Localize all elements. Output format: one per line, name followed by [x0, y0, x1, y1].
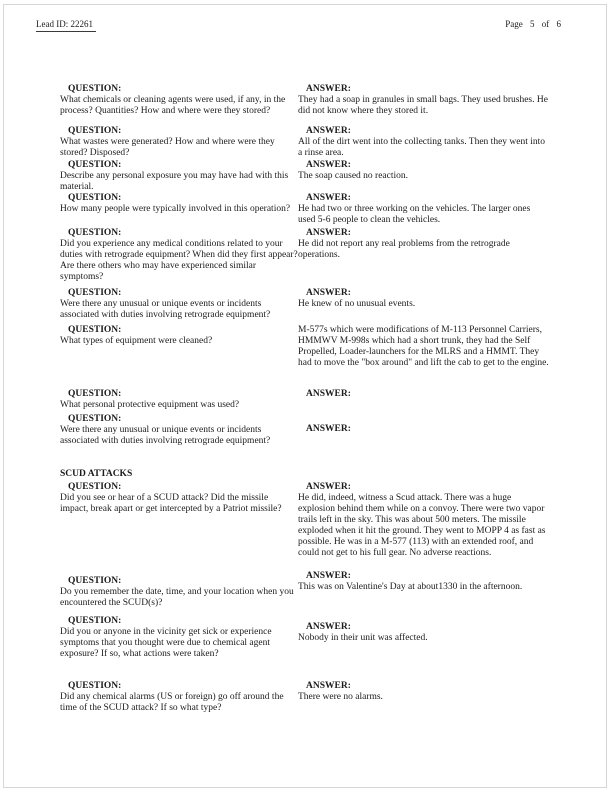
qa-row — [60, 482, 563, 559]
question-label: QUESTION: — [68, 84, 122, 94]
qa-row — [60, 160, 563, 193]
question-text: What wastes were generated? How and where were they stored? Disposed? — [60, 137, 275, 158]
answer-label: ANSWER: — [306, 228, 351, 238]
question-text: Did any chemical alarms (US or foreign) go off around the time of the SCUD attack? If so what type? — [60, 692, 284, 713]
answer-text: Nobody in their unit was affected. — [298, 633, 428, 643]
answer-cell — [298, 571, 550, 593]
question-cell — [60, 325, 298, 347]
section-heading-scud-attacks: SCUD ATTACKS — [60, 469, 133, 479]
question-cell — [60, 126, 298, 159]
qa-row — [60, 414, 563, 447]
answer-label: ANSWER: — [306, 622, 351, 632]
qa-row — [60, 126, 563, 159]
lead-id: Lead ID: 22261 — [36, 19, 96, 32]
answer-text: The soap caused no reaction. — [298, 171, 408, 181]
question-label: QUESTION: — [68, 616, 122, 626]
answer-cell — [298, 126, 550, 159]
answer-text: There were no alarms. — [298, 692, 383, 702]
answer-text: All of the dirt went into the collecting tanks. Then they went into a rinse area. — [298, 137, 546, 158]
question-text: Describe any personal exposure you may have had with this material. — [60, 171, 289, 192]
answer-cell — [298, 616, 550, 644]
answer-text: He did, indeed, witness a Scud attack. There was a huge explosion behind them while on a convoy. There were two vapor trails left in the sky. This was about 500 meters. The missile exploded when it hit the ground. They went to MOPP 4 as fast as possible. He was in a M-577 (113) with an extended roof, and could not get to his full gear. No adverse reactions. — [298, 493, 546, 558]
question-cell — [60, 389, 298, 411]
answer-text: He did not report any real problems from the retrograde operations. — [298, 239, 510, 260]
qa-row — [60, 616, 563, 660]
question-text: Were there any unusual or unique events or incidents associated with duties involving retrograde equipment? — [60, 425, 271, 446]
qa-row — [60, 325, 563, 369]
answer-label: ANSWER: — [306, 389, 351, 399]
question-text: What types of equipment were cleaned? — [60, 336, 213, 346]
question-cell — [60, 616, 298, 660]
question-label: QUESTION: — [68, 389, 122, 399]
answer-label: ANSWER: — [306, 482, 351, 492]
question-text: Do you remember the date, time, and your location when you encountered the SCUD(s)? — [60, 587, 294, 608]
answer-text: He knew of no unusual events. — [298, 299, 416, 309]
question-cell — [60, 414, 298, 447]
answer-text: This was on Valentine's Day at about1330 in the afternoon. — [298, 582, 523, 592]
answer-cell — [298, 228, 550, 261]
question-label: QUESTION: — [68, 193, 122, 203]
answer-cell — [298, 325, 550, 369]
answer-cell — [298, 193, 550, 226]
qa-row — [60, 389, 563, 411]
answer-text: He had two or three working on the vehicles. The larger ones used 5-6 people to clean the vehicles. — [298, 204, 531, 225]
question-label: QUESTION: — [68, 160, 122, 170]
question-cell — [60, 681, 298, 714]
question-label: QUESTION: — [68, 414, 122, 424]
question-text: Were there any unusual or unique events or incidents associated with duties involving retrograde equipment? — [60, 299, 271, 320]
answer-cell — [298, 389, 550, 400]
question-text: What personal protective equipment was used? — [60, 400, 240, 410]
answer-cell — [298, 681, 550, 703]
question-text: Did you or anyone in the vicinity get sick or experience symptoms that you thought were due to chemical agent exposure? If so, what actions were taken? — [60, 627, 272, 659]
answer-label: ANSWER: — [306, 288, 351, 298]
qa-content — [60, 84, 563, 714]
answer-label: ANSWER: — [306, 193, 351, 203]
answer-cell — [298, 160, 550, 182]
question-text: Did you experience any medical conditions related to your duties with retrograde equipment? When did they first appear? Are there others who may have experienced similar symptoms? — [60, 239, 298, 282]
question-cell — [60, 288, 298, 321]
answer-label: ANSWER: — [306, 126, 351, 136]
qa-row — [60, 193, 563, 226]
qa-row — [60, 228, 563, 283]
answer-text: They had a soap in granules in small bags. They used brushes. He did not know where they stored it. — [298, 95, 548, 116]
answer-label: ANSWER: — [306, 84, 351, 94]
answer-label: ANSWER: — [306, 571, 351, 581]
question-label: QUESTION: — [68, 288, 122, 298]
qa-row — [60, 681, 563, 714]
page-header — [36, 19, 561, 32]
question-text: How many people were typically involved in this operation? — [60, 204, 291, 214]
answer-cell — [298, 482, 550, 559]
question-label: QUESTION: — [68, 325, 122, 335]
question-cell — [60, 84, 298, 117]
question-cell — [60, 576, 298, 609]
answer-label: ANSWER: — [306, 424, 351, 434]
qa-row — [60, 84, 563, 117]
answer-text: M-577s which were modifications of M-113 Personnel Carriers, HMMWV M-998s which had a short trunk, they had the Self Propelled, Loader-launchers for the MLRS and a HMMT. They had to move the "box around" and lift the cab to get to the engine. — [298, 325, 549, 368]
question-cell — [60, 160, 298, 193]
answer-cell — [298, 414, 550, 435]
page-indicator: Page 5 of 6 — [505, 19, 561, 29]
question-cell — [60, 193, 298, 215]
question-label: QUESTION: — [68, 126, 122, 136]
answer-cell — [298, 84, 550, 117]
qa-row — [60, 288, 563, 321]
question-label: QUESTION: — [68, 482, 122, 492]
answer-label: ANSWER: — [306, 681, 351, 691]
question-cell — [60, 228, 298, 283]
answer-cell — [298, 288, 550, 310]
question-text: Did you see or hear of a SCUD attack? Did the missile impact, break apart or get intercepted by a Patriot missile? — [60, 493, 282, 514]
question-label: QUESTION: — [68, 681, 122, 691]
question-label: QUESTION: — [68, 576, 122, 586]
qa-row — [60, 571, 563, 609]
question-cell — [60, 482, 298, 515]
question-text: What chemicals or cleaning agents were used, if any, in the process? Quantities? How and where were they stored? — [60, 95, 286, 116]
answer-label: ANSWER: — [306, 160, 351, 170]
question-label: QUESTION: — [68, 228, 122, 238]
